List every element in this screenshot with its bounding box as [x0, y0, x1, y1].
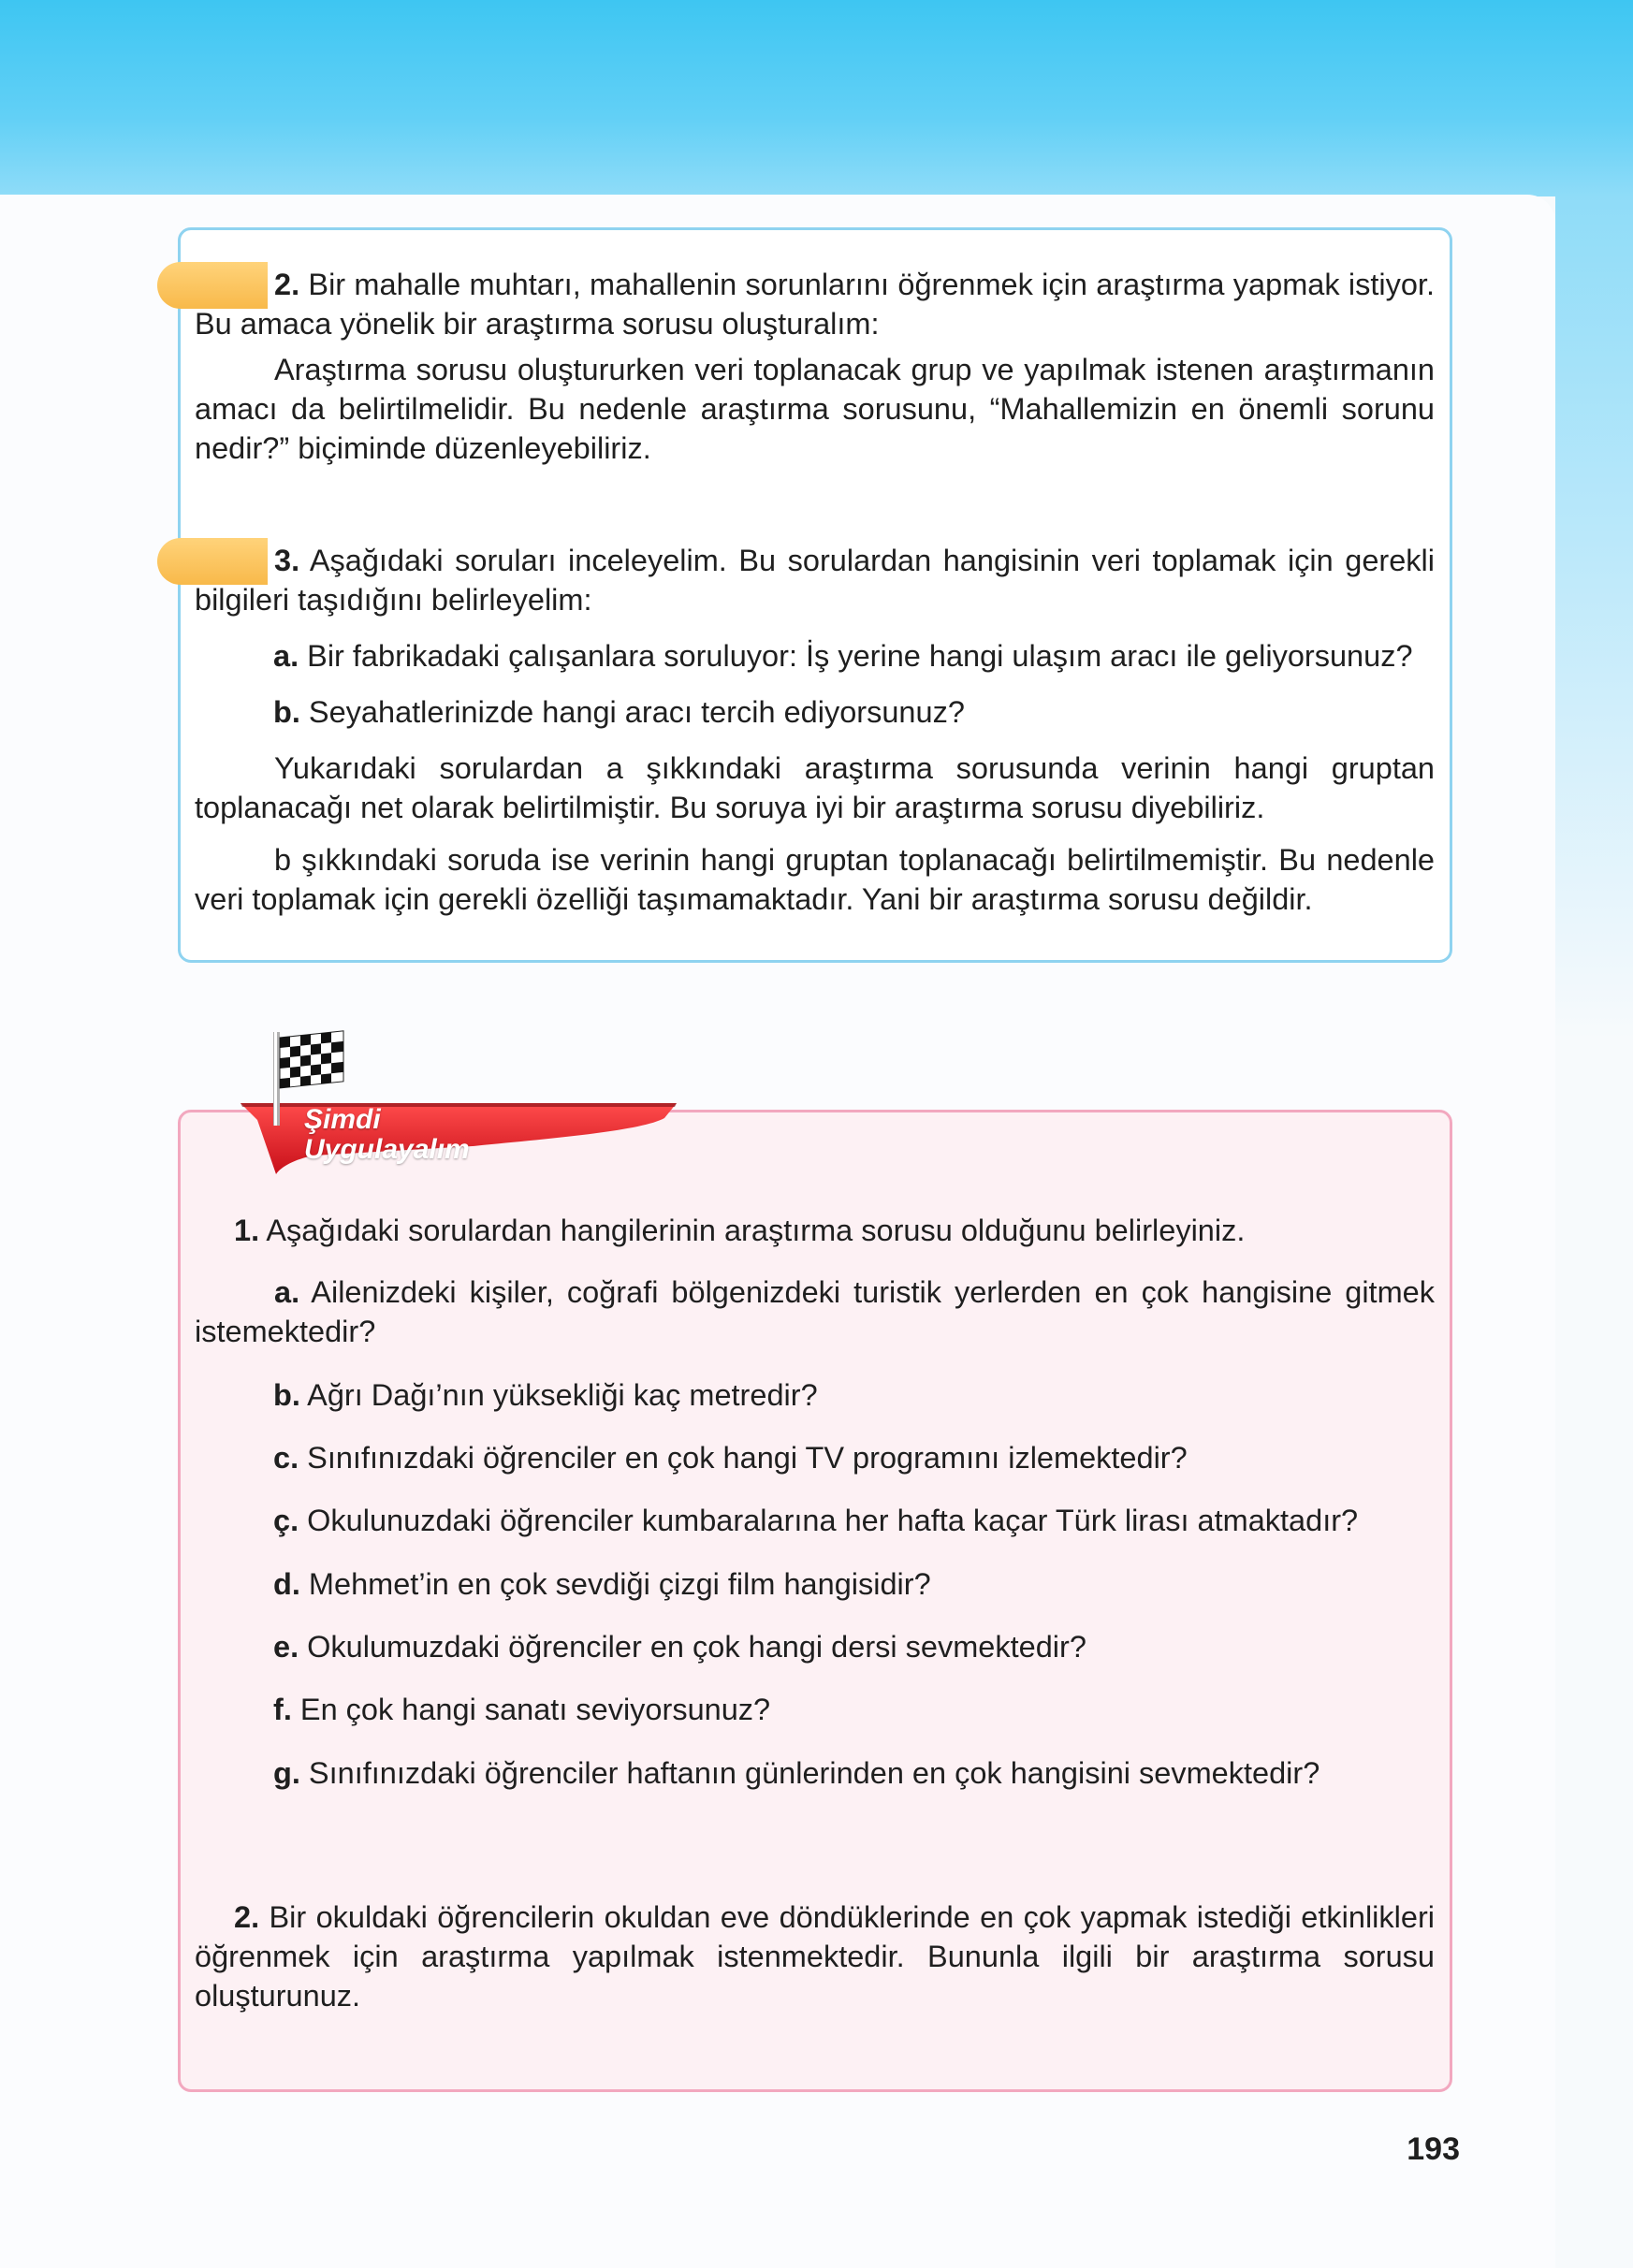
- option-item: ç. Okulunuzdaki öğrenciler kumbaralarına her hafta kaçar Türk lirası atmaktadır?: [273, 1504, 1359, 1537]
- question-3-text: 3. Aşağıdaki soruları inceleyelim. Bu sorulardan hangisinin veri toplamak için gerekli bilgileri taşıdığını belirleyelim:: [195, 544, 1435, 617]
- option-item: f. En çok hangi sanatı seviyorsunuz?: [273, 1693, 771, 1726]
- banner-title-line2: Uygulayalım: [304, 1134, 470, 1165]
- page-number: 193: [1407, 2131, 1460, 2167]
- question-number: 2.: [274, 268, 300, 301]
- question-2-answer: Araştırma sorusu oluştururken veri toplanacak grup ve yapılmak istenen araştırmanın amacı da belirtilmelidir. Bu nedenle araştırma sorusunu, “Mahallemizin en önemli sorunu nedir?” biçiminde düzenleyebiliriz.: [195, 353, 1435, 465]
- option-item: d. Mehmet’in en çok sevdiği çizgi film hangisidir?: [273, 1567, 931, 1601]
- banner-title-line1: Şimdi: [304, 1104, 381, 1135]
- option-item: b. Ağrı Dağı’nın yüksekliği kaç metredir?: [273, 1378, 818, 1412]
- header-band: [0, 0, 1633, 196]
- side-decoration: [1555, 196, 1633, 1039]
- answer-paragraph: Yukarıdaki sorulardan a şıkkındaki araştırma sorusunda verinin hangi gruptan toplanacağı net olarak belirtilmiştir. Bu soruya iyi bir araştırma sorusu diyebiliriz.: [195, 751, 1435, 824]
- answer-paragraph: b şıkkındaki soruda ise verinin hangi gruptan toplanacağı belirtilmemiştir. Bu nedenle veri toplamak için gerekli özelliği taşımamaktadır. Yani bir araştırma sorusu değildir.: [195, 843, 1435, 916]
- option-item: g. Sınıfınızdaki öğrenciler haftanın günlerinden en çok hangisini sevmektedir?: [273, 1756, 1320, 1790]
- practice-question-1: 1. Aşağıdaki sorulardan hangilerinin araştırma sorusu olduğunu belirleyiniz.: [234, 1214, 1246, 1247]
- question-2-text: 2. Bir mahalle muhtarı, mahallenin sorunlarını öğrenmek için araştırma yapmak istiyor. Bu amaca yönelik bir araştırma sorusu oluşturalım:: [195, 268, 1435, 341]
- option-item: e. Okulumuzdaki öğrenciler en çok hangi dersi sevmektedir?: [273, 1630, 1086, 1664]
- option-item: a. Bir fabrikadaki çalışanlara soruluyor: İş yerine hangi ulaşım aracı ile geliyorsunuz?: [273, 639, 1413, 673]
- question-number: 3.: [274, 544, 300, 577]
- option-item: b. Seyahatlerinizde hangi aracı tercih ediyorsunuz?: [273, 695, 965, 729]
- practice-banner: [234, 1025, 683, 1193]
- option-item: a. Ailenizdeki kişiler, coğrafi bölgenizdeki turistik yerlerden en çok hangisine gitmek istemektedir?: [195, 1275, 1435, 1348]
- practice-question-2: 2. Bir okuldaki öğrencilerin okuldan eve döndüklerinde en çok yapmak istediği etkinlikleri öğrenmek için araştırma yapılmak istenmektedir. Bununla ilgili bir araştırma sorusu oluşturunuz.: [195, 1900, 1435, 2013]
- option-item: c. Sınıfınızdaki öğrenciler en çok hangi TV programını izlemektedir?: [273, 1441, 1188, 1475]
